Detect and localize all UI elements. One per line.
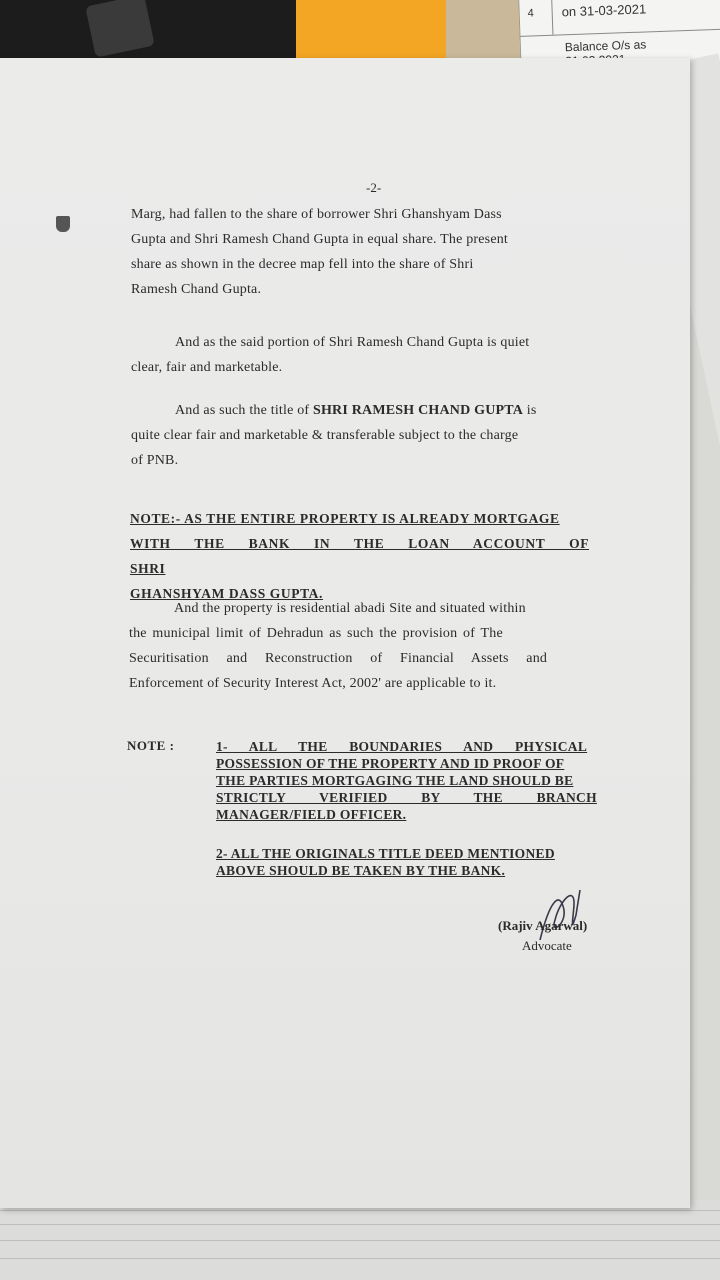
note-item-1-line: POSSESSION OF THE PROPERTY AND ID PROOF OF	[216, 756, 565, 771]
signatory-title: Advocate	[522, 938, 572, 953]
ledger-balance-label: Balance O/s as	[564, 37, 647, 55]
paragraph-2	[131, 330, 617, 380]
note-item-1-line: MANAGER/FIELD OFFICER.	[216, 807, 407, 822]
note-item-1-line: STRICTLY VERIFIED BY THE BRANCH	[216, 790, 597, 805]
paragraph-1	[131, 202, 617, 302]
owner-name: SHRI RAMESH CHAND GUPTA	[312, 403, 524, 418]
ledger-row-number: 4	[527, 7, 535, 20]
paragraph-3-line: of PNB.	[131, 453, 179, 468]
paragraph-4-line: the municipal limit of Dehradun as such the provision of The	[129, 626, 503, 641]
note-item-1-line: THE PARTIES MORTGAGING THE LAND SHOULD BE	[216, 773, 574, 788]
paragraph-3-text: And as such the title of	[175, 403, 313, 418]
paragraph-2-line: And as the said portion of Shri Ramesh Chand Gupta is quiet	[175, 335, 530, 350]
ledger-date: on 31-03-2021	[561, 1, 647, 20]
paragraph-4-line: Securitisation and Reconstruction of Financial Assets and	[129, 651, 548, 666]
binder-clip-icon	[56, 216, 70, 232]
signatory-name: (Rajiv Agarwal)	[498, 918, 588, 933]
paragraph-2-line: clear, fair and marketable.	[131, 360, 283, 375]
mortgage-note-line: WITH THE BANK IN THE LOAN ACCOUNT OF SHRI	[130, 536, 590, 576]
note-label: NOTE :	[127, 738, 175, 753]
paragraph-4-line: Enforcement of Security Interest Act, 2002' are applicable to it.	[129, 676, 497, 691]
note-item-2-line: ABOVE SHOULD BE TAKEN BY THE BANK.	[216, 863, 506, 878]
mortgage-note-line: GHANSHYAM DASS GUPTA.	[130, 586, 323, 601]
paragraph-1-line: share as shown in the decree map fell into the share of Shri	[131, 257, 474, 272]
note-items	[216, 738, 620, 879]
page-number: -2-	[366, 180, 382, 195]
paragraph-1-line: Gupta and Shri Ramesh Chand Gupta in equal share. The present	[131, 232, 509, 247]
paragraph-3-line: quite clear fair and marketable & transferable subject to the charge	[131, 428, 519, 443]
mortgage-note	[130, 506, 618, 606]
paragraph-1-line: Ramesh Chand Gupta.	[131, 282, 262, 297]
paragraph-3	[131, 398, 617, 473]
mortgage-note-line: NOTE:- AS THE ENTIRE PROPERTY IS ALREADY MORTGAGE	[130, 511, 560, 526]
paragraph-1-line: Marg, had fallen to the share of borrower Shri Ghanshyam Dass	[131, 207, 502, 222]
note-item-2-line: 2- ALL THE ORIGINALS TITLE DEED MENTIONED	[216, 846, 555, 861]
paragraph-3-text: is	[523, 403, 537, 418]
paragraph-4-line: And the property is residential abadi Site and situated within	[174, 601, 526, 616]
note-item-1-line: 1- ALL THE BOUNDARIES AND PHYSICAL	[216, 739, 588, 754]
paragraph-4	[129, 596, 617, 696]
